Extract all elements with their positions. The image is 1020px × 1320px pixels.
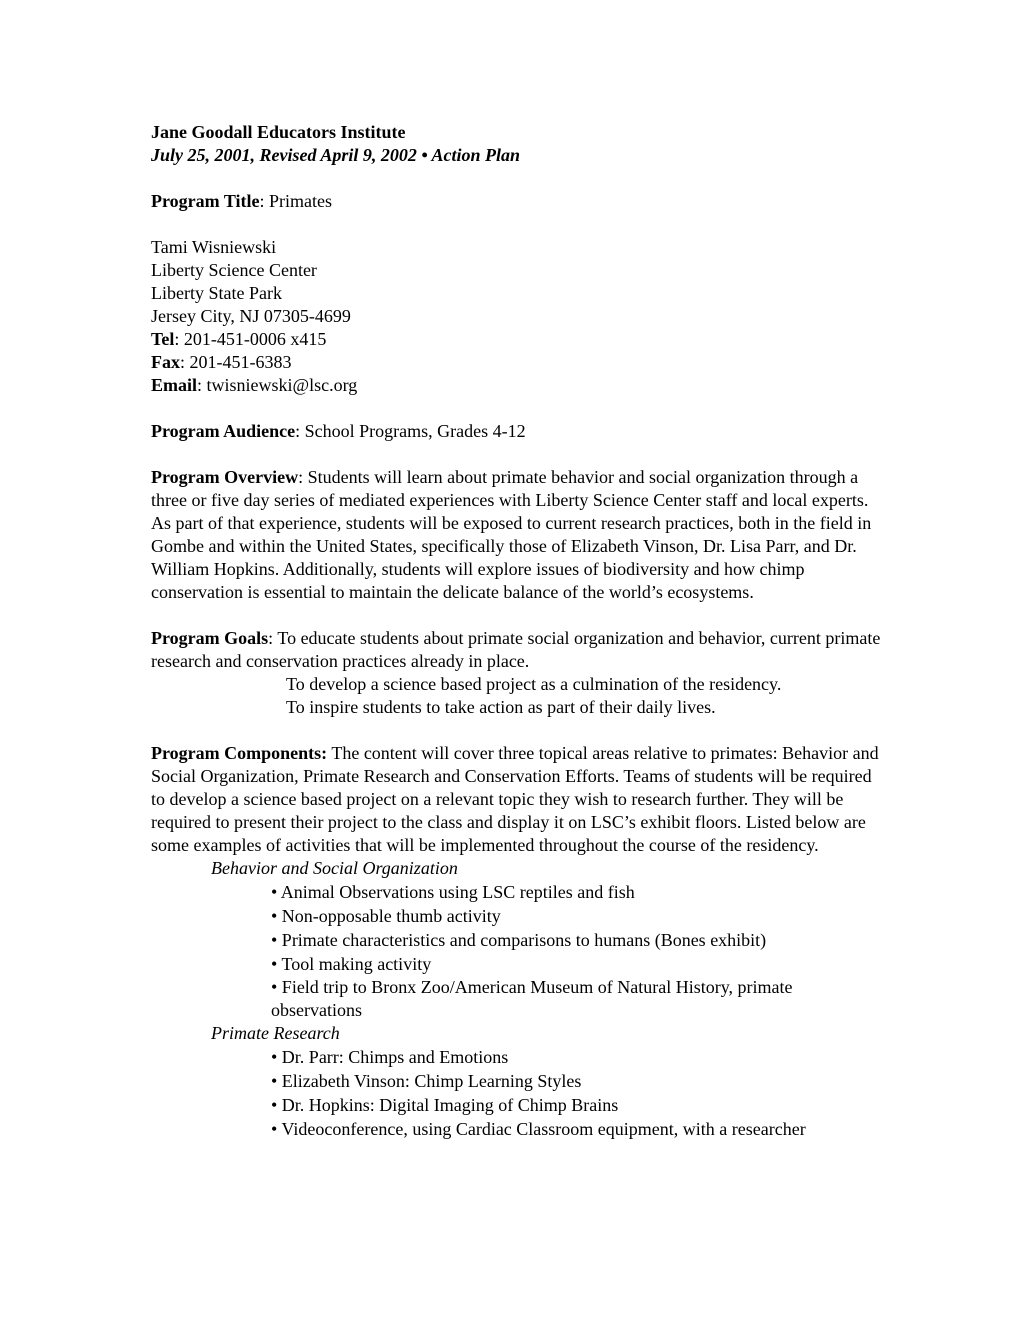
goal-item: To inspire students to take action as part of their daily lives. — [286, 697, 716, 717]
audience-value: : School Programs, Grades 4-12 — [295, 421, 526, 441]
components-label: Program Components: — [151, 743, 328, 763]
list-item: • Elizabeth Vinson: Chimp Learning Styles — [271, 1071, 582, 1091]
list-item: • Animal Observations using LSC reptiles and fish — [271, 882, 635, 902]
list-item: • Field trip to Bronx Zoo/American Museum of Natural History, primate observations — [271, 977, 793, 1020]
tel-label: Tel — [151, 329, 175, 349]
contact-city: Jersey City, NJ 07305-4699 — [151, 306, 351, 326]
tel-value: : 201-451-0006 x415 — [174, 329, 327, 349]
overview-text: : Students will learn about primate behavior and social organization through a three or five day series of mediated experiences with Liberty Science Center staff and local experts. As part of that experience, students will be exposed to current research practices, both in the field in Gombe and within the United States, specifically those of Elizabeth Vinson, Dr. Lisa Parr, and Dr. William Hopkins. Additionally, students will explore issues of biodiversity and how chimp conservation is essential to maintain the delicate balance of the world’s ecosystems. — [151, 467, 872, 602]
program-title-value: : Primates — [259, 191, 332, 211]
overview-label: Program Overview — [151, 467, 299, 487]
contact-email — [151, 374, 881, 397]
overview-paragraph — [151, 466, 881, 604]
goals-paragraph — [151, 627, 881, 673]
contact-org: Liberty Science Center — [151, 260, 317, 280]
components-text: The content will cover three topical areas relative to primates: Behavior and Social Organization, Primate Research and Conservation Efforts. Teams of students will be required to develop a science based project on a relevant topic they wish to research further. They will be required to present their project to the class and display it on LSC’s exhibit floors. Listed below are some examples of activities that will be implemented throughout the course of the residency. — [151, 743, 879, 855]
list-item: • Dr. Hopkins: Digital Imaging of Chimp Brains — [271, 1095, 619, 1115]
program-title-label: Program Title — [151, 191, 260, 211]
goals-label: Program Goals — [151, 628, 269, 648]
document-body — [151, 121, 881, 1141]
contact-name: Tami Wisniewski — [151, 237, 277, 257]
audience-label: Program Audience — [151, 421, 296, 441]
list-item: • Videoconference, using Cardiac Classroom equipment, with a researcher — [271, 1119, 806, 1139]
contact-tel — [151, 328, 881, 351]
email-value: : twisniewski@lsc.org — [197, 375, 358, 395]
section-title: Behavior and Social Organization — [211, 858, 458, 878]
institute-title: Jane Goodall Educators Institute — [151, 122, 406, 142]
list-item: • Dr. Parr: Chimps and Emotions — [271, 1047, 509, 1067]
section-title: Primate Research — [211, 1023, 340, 1043]
goals-text: : To educate students about primate social organization and behavior, current primate research and conservation practices already in place. — [151, 628, 881, 671]
list-item: • Tool making activity — [271, 954, 432, 974]
contact-fax — [151, 351, 881, 374]
list-item: • Non-opposable thumb activity — [271, 906, 501, 926]
contact-location: Liberty State Park — [151, 283, 282, 303]
fax-label: Fax — [151, 352, 180, 372]
program-title-line — [151, 190, 881, 213]
audience-line — [151, 420, 881, 443]
components-paragraph — [151, 742, 881, 857]
date-line: July 25, 2001, Revised April 9, 2002 • Action Plan — [151, 145, 520, 165]
fax-value: : 201-451-6383 — [180, 352, 292, 372]
list-item: • Primate characteristics and comparisons to humans (Bones exhibit) — [271, 930, 767, 950]
email-label: Email — [151, 375, 198, 395]
goal-item: To develop a science based project as a culmination of the residency. — [286, 674, 782, 694]
